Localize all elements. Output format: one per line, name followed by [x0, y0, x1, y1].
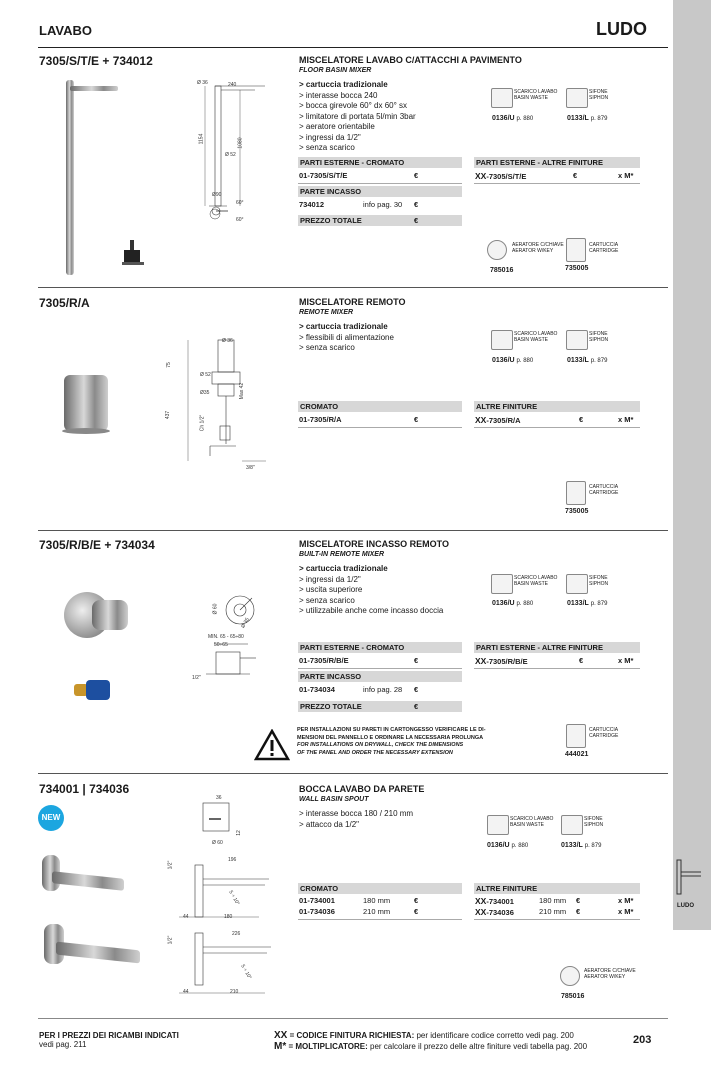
- s3-dim-1: Ø 60: [212, 603, 219, 615]
- s2-acc4-label1: CARTUCCIA: [589, 484, 619, 490]
- section2-code: 7305/R/A: [39, 296, 90, 310]
- s3-acc1-label1: SCARICO LAVABO: [514, 575, 558, 581]
- s2-acc2-page: p. 879: [590, 358, 608, 364]
- s2-other-xx: XX: [475, 415, 487, 425]
- s4-dim-3: Ø 60: [212, 840, 223, 846]
- s4-chrome-row: [299, 907, 461, 917]
- s2-acc1-page: p. 880: [516, 358, 534, 364]
- s1-dim-1: Ø 36: [197, 80, 208, 86]
- section2-subtitle: REMOTE MIXER: [299, 309, 354, 316]
- warning-line: MENSIONI DEL PANNELLO E ORDINARE LA NECESSARIA PROLUNGA: [297, 734, 484, 741]
- s4-dim-8: 180: [224, 914, 233, 920]
- siphon-icon: [566, 574, 588, 594]
- s1-acc3-label2: AERATOR W/KEY: [512, 248, 554, 254]
- footer-spare-parts: [39, 1031, 179, 1049]
- s3-feature: > ingressi da 1/2": [299, 574, 361, 584]
- s2-dim-4: Ø35: [200, 390, 210, 396]
- s1-dim-3: 1154: [198, 133, 205, 145]
- s4-acc1-label: [510, 816, 553, 828]
- s4-dim-9: 226: [232, 931, 241, 937]
- s1-acc4-code: 735005: [565, 265, 589, 272]
- s1-acc2-code-num: 0133/L: [567, 115, 589, 122]
- s1-feature: > limitatore di portata 5l/min 3bar: [299, 111, 416, 121]
- s1-feature: > ingressi da 1/2": [299, 132, 361, 142]
- footer-m-key: M*: [274, 1041, 287, 1052]
- section2-title: MISCELATORE REMOTO: [299, 297, 406, 307]
- s2-acc2-code: [567, 357, 607, 364]
- s1-chrome-row: [299, 170, 461, 182]
- s3-acc4-label1: CARTUCCIA: [589, 727, 619, 733]
- warning-line: FOR INSTALLATIONS ON DRYWALL, CHECK THE DIMENSIONS: [297, 742, 464, 748]
- aerator-key-icon: [560, 966, 580, 986]
- s4-acc1-label1: SCARICO LAVABO: [510, 816, 554, 822]
- header-rule: [38, 47, 668, 48]
- basin-waste-icon: [491, 330, 513, 350]
- s1-acc1-label1: SCARICO LAVABO: [514, 89, 558, 95]
- s4-other-code: -734036: [486, 908, 514, 917]
- section3-features: [299, 564, 443, 617]
- s3-currency: €: [414, 702, 419, 711]
- footer-m-text: per calcolare il prezzo delle altre finiture vedi tabella pag. 200: [367, 1042, 588, 1051]
- s2-feature: > flessibili di alimentazione: [299, 332, 394, 342]
- section4-subtitle: WALL BASIN SPOUT: [299, 796, 369, 803]
- section4-product-image-210: [44, 924, 140, 970]
- s3-divider: [298, 668, 462, 669]
- s3-acc2-label2: SIPHON: [589, 581, 609, 587]
- s1-dim-7: 60°: [236, 200, 244, 206]
- s4-dim-5: 1/2": [167, 860, 174, 870]
- footer-left2: vedi pag. 211: [39, 1040, 87, 1049]
- s4-acc2-label: [584, 816, 603, 828]
- s4-dim-10: 1/2": [167, 935, 174, 945]
- s3-acc2-page: p. 879: [590, 601, 608, 607]
- s3-acc4-label: [589, 727, 618, 739]
- s2-currency: €: [579, 415, 584, 424]
- s3-dim-5: 1/2": [192, 675, 201, 681]
- s1-feature: > cartuccia tradizionale: [299, 80, 388, 89]
- category-title: LAVABO: [39, 23, 92, 38]
- s1-acc2-label1: SIFONE: [589, 89, 608, 95]
- section2-product-image: [62, 375, 110, 437]
- s4-acc2-code-num: 0133/L: [561, 842, 583, 849]
- s4-other-row: [475, 896, 640, 906]
- section-rule: [38, 530, 668, 531]
- s1-divider: [474, 183, 640, 184]
- section1-subtitle: FLOOR BASIN MIXER: [299, 67, 372, 74]
- side-tab-label: LUDO: [677, 903, 694, 909]
- s1-multiplier: x M*: [618, 171, 634, 180]
- drywall-warning: [297, 727, 486, 757]
- section1-product-image: [60, 80, 120, 280]
- s4-chrome-header: CROMATO: [298, 883, 462, 894]
- s3-other-header: PARTI ESTERNE - ALTRE FINITURE: [474, 642, 640, 653]
- siphon-icon: [566, 330, 588, 350]
- s4-other-xx: XX: [475, 896, 487, 906]
- s4-dim-7: 44: [183, 914, 189, 920]
- s1-dim-5: Ø 52: [225, 152, 236, 158]
- s3-feature: > senza scarico: [299, 595, 355, 605]
- footer-rule: [38, 1018, 668, 1019]
- s2-dim-5: Max 42: [239, 382, 246, 400]
- s4-other-size: 180 mm: [539, 896, 567, 905]
- s3-feature: > cartuccia tradizionale: [299, 564, 388, 573]
- s4-dim-2: 12: [235, 830, 242, 836]
- s3-acc2-label: [589, 575, 608, 587]
- s4-dim-13: 210: [230, 989, 239, 995]
- s2-acc2-label2: SIPHON: [589, 337, 609, 343]
- s1-currency: €: [414, 216, 419, 225]
- section1-features: [299, 80, 416, 154]
- s1-dim-6: Ø90: [212, 192, 222, 198]
- s1-acc1-code: [492, 115, 533, 122]
- cartridge-icon: [566, 481, 586, 505]
- s1-acc1-page: p. 880: [516, 116, 534, 122]
- s4-feature: > interasse bocca 180 / 210 mm: [299, 809, 414, 818]
- s3-acc2-label1: SIFONE: [589, 575, 608, 581]
- s4-acc1-page: p. 880: [511, 843, 529, 849]
- section4-title: BOCCA LAVABO DA PARETE: [299, 784, 425, 794]
- basin-waste-icon: [491, 88, 513, 108]
- s2-dim-3: Ø 52: [200, 372, 211, 378]
- section1-title: MISCELATORE LAVABO C/ATTACCHI A PAVIMENTO: [299, 55, 522, 65]
- s1-total-label: PREZZO TOTALE: [300, 216, 362, 225]
- s2-acc2-label1: SIFONE: [589, 331, 608, 337]
- siphon-icon: [561, 815, 583, 835]
- s2-acc2-label: [589, 331, 608, 343]
- warning-line: OF THE PANEL AND ORDER THE NECESSARY EXTENSION: [297, 749, 453, 756]
- s4-dim-4: 196: [228, 857, 237, 863]
- section4-product-image-180: [42, 855, 124, 895]
- s4-chrome-size: 210 mm: [363, 907, 391, 916]
- section-rule: [38, 287, 668, 288]
- section2-features: [299, 322, 394, 354]
- s1-acc2-label: [589, 89, 608, 101]
- s2-multiplier: x M*: [618, 415, 634, 424]
- s1-chrome-code: 01-7305/S/T/E: [299, 171, 348, 180]
- side-tab: [673, 0, 711, 930]
- section3-title: MISCELATORE INCASSO REMOTO: [299, 539, 450, 549]
- s3-total-label: PREZZO TOTALE: [300, 702, 362, 711]
- s4-other-xx: XX: [475, 907, 487, 917]
- s4-other-row: [475, 907, 640, 917]
- s1-currency: €: [414, 171, 419, 180]
- s3-dim-3: MIN. 65 - 65÷80: [208, 634, 244, 640]
- s3-acc4-label2: CARTRIDGE: [589, 733, 619, 739]
- s4-chrome-row: [299, 896, 461, 906]
- s3-acc4-code: 444021: [565, 751, 589, 758]
- section3-product-image: [64, 592, 128, 638]
- s1-other-row: [475, 170, 640, 182]
- s3-other-code: -7305/R/B/E: [486, 657, 528, 666]
- s2-feature: > cartuccia tradizionale: [299, 322, 388, 331]
- s3-incasso-row: [299, 684, 461, 696]
- s2-acc2-code-num: 0133/L: [567, 357, 589, 364]
- s1-feature: > senza scarico: [299, 143, 355, 152]
- s1-dim-2: 240: [228, 82, 237, 88]
- s2-currency: €: [414, 415, 419, 424]
- s4-divider: [298, 919, 462, 920]
- page-number: 203: [633, 1034, 652, 1046]
- s1-currency: €: [414, 200, 419, 209]
- s3-acc1-code-num: 0136/U: [492, 600, 515, 607]
- s1-chrome-header: PARTI ESTERNE - CROMATO: [298, 157, 462, 168]
- section1-code: 7305/S/T/E + 734012: [39, 54, 153, 68]
- s1-acc1-label2: BASIN WASTE: [514, 95, 548, 101]
- s4-acc3-label1: AERATORE C/CHIAVE: [584, 968, 636, 974]
- section2-technical-drawing: [178, 336, 268, 471]
- s1-other-xx: XX: [475, 171, 487, 181]
- s2-dim-1: Ø 36: [222, 338, 233, 344]
- s3-divider: [474, 668, 640, 669]
- s2-chrome-code: 01-7305/R/A: [299, 415, 342, 424]
- s1-dim-4: 1080: [237, 137, 244, 149]
- s4-acc3-label: [584, 968, 636, 980]
- s3-acc1-page: p. 880: [516, 601, 534, 607]
- s4-chrome-size: 180 mm: [363, 896, 391, 905]
- s3-currency: €: [414, 685, 419, 694]
- s1-rotation-icon: [210, 205, 230, 217]
- s1-other-code: -7305/S/T/E: [486, 172, 527, 181]
- s1-total-header: [298, 215, 462, 226]
- new-badge: NEW: [38, 805, 64, 831]
- s2-divider: [474, 427, 640, 428]
- s3-acc1-label2: BASIN WASTE: [514, 581, 548, 587]
- s2-dim-8: 3/8": [246, 465, 255, 471]
- s1-feature: > interasse bocca 240: [299, 90, 378, 100]
- s3-incasso-code: 01-734034: [299, 685, 335, 694]
- s1-acc3-label: [512, 242, 564, 254]
- s4-chrome-code: 01-734001: [299, 896, 335, 905]
- s2-divider: [298, 427, 462, 428]
- s3-currency: €: [414, 656, 419, 665]
- s1-acc2-label2: SIPHON: [589, 95, 609, 101]
- s1-feature: > bocca girevole 60° dx 60° sx: [299, 101, 408, 110]
- section1-incasso-image: [122, 240, 144, 270]
- s2-other-row: [475, 414, 640, 426]
- s2-acc1-label1: SCARICO LAVABO: [514, 331, 558, 337]
- s4-acc1-label2: BASIN WASTE: [510, 822, 544, 828]
- s1-acc4-label2: CARTRIDGE: [589, 248, 619, 254]
- s4-multiplier: x M*: [618, 896, 634, 905]
- s3-other-row: [475, 655, 640, 667]
- section4-code: 734001 | 734036: [39, 782, 130, 796]
- s3-acc2-code: [567, 600, 607, 607]
- siphon-icon: [566, 88, 588, 108]
- footer-xx-key: XX: [274, 1030, 288, 1041]
- s4-acc2-label2: SIPHON: [584, 822, 604, 828]
- s4-feature: > attacco da 1/2": [299, 819, 359, 829]
- warning-icon: [254, 729, 290, 761]
- s2-acc4-label2: CARTRIDGE: [589, 490, 619, 496]
- section3-code: 7305/R/B/E + 734034: [39, 538, 155, 552]
- basin-waste-icon: [487, 815, 509, 835]
- s3-dim-4: 50÷65: [214, 642, 228, 648]
- s3-currency: €: [579, 656, 584, 665]
- s4-currency: €: [414, 896, 419, 905]
- s1-incasso-header: PARTE INCASSO: [298, 186, 462, 197]
- s2-feature: > senza scarico: [299, 343, 355, 352]
- series-title: LUDO: [596, 19, 647, 39]
- s4-other-code: -734001: [486, 897, 514, 906]
- footer-legend: [274, 1030, 587, 1052]
- s4-other-size: 210 mm: [539, 907, 567, 916]
- footer-xx-text: per identificare codice corretto vedi pag. 200: [414, 1031, 574, 1040]
- s1-dim-8: 60°: [236, 217, 244, 223]
- s2-chrome-header: CROMATO: [298, 401, 462, 412]
- s1-incasso-row: [299, 199, 461, 211]
- s2-acc4-code: 735005: [565, 508, 589, 515]
- basin-waste-icon: [491, 574, 513, 594]
- section4-technical-drawing: [165, 793, 275, 1003]
- footer-xx-label: = CODICE FINITURA RICHIESTA:: [287, 1031, 415, 1040]
- s2-acc1-label2: BASIN WASTE: [514, 337, 548, 343]
- s1-incasso-info: info pag. 30: [363, 200, 403, 209]
- s3-feature: > utilizzabile anche come incasso doccia: [299, 606, 444, 615]
- aerator-key-icon: [487, 240, 507, 260]
- s3-incasso-info: info pag. 28: [363, 685, 403, 694]
- s4-currency: €: [414, 907, 419, 916]
- section-rule: [38, 773, 668, 774]
- s4-dim-1: 36: [216, 795, 222, 801]
- s3-other-xx: XX: [475, 656, 487, 666]
- s2-dim-2: 75: [165, 362, 172, 368]
- s2-other-header: ALTRE FINITURE: [474, 401, 640, 412]
- s2-dim-7: Ch 1/2": [199, 414, 206, 432]
- s4-multiplier: x M*: [618, 907, 634, 916]
- s1-currency: €: [573, 171, 578, 180]
- cartridge-icon: [566, 238, 586, 262]
- s1-acc4-label1: CARTUCCIA: [589, 242, 619, 248]
- s1-acc2-page: p. 879: [590, 116, 608, 122]
- section3-subtitle: BUILT-IN REMOTE MIXER: [299, 551, 385, 558]
- s4-chrome-code: 01-734036: [299, 907, 335, 916]
- s3-chrome-header: PARTI ESTERNE - CROMATO: [298, 642, 462, 653]
- s1-divider: [298, 183, 462, 184]
- s3-acc1-code: [492, 600, 533, 607]
- s1-acc1-label: [514, 89, 557, 101]
- s2-other-code: -7305/R/A: [486, 416, 521, 425]
- s3-acc1-label: [514, 575, 557, 587]
- s1-acc3-label1: AERATORE C/CHIAVE: [512, 242, 564, 248]
- s3-acc2-code-num: 0133/L: [567, 600, 589, 607]
- warning-line: PER INSTALLAZIONI SU PARETI IN CARTONGESSO VERIFICARE LE DI-: [297, 727, 486, 733]
- s4-acc2-label1: SIFONE: [584, 816, 603, 822]
- s4-other-header: ALTRE FINITURE: [474, 883, 640, 894]
- section4-features: [299, 809, 413, 830]
- s2-acc4-label: [589, 484, 618, 496]
- s4-acc3-code: 785016: [561, 993, 585, 1000]
- cartridge-icon: [566, 724, 586, 748]
- s4-currency: €: [576, 896, 581, 905]
- s3-chrome-row: [299, 655, 461, 667]
- footer-left1: PER I PREZZI DEI RICAMBI INDICATI: [39, 1031, 179, 1040]
- s1-incasso-code: 734012: [299, 200, 325, 209]
- s3-dim-2: Ø 35: [240, 616, 251, 630]
- s4-acc1-code-num: 0136/U: [487, 842, 510, 849]
- s2-acc1-code: [492, 357, 533, 364]
- s2-acc1-code-num: 0136/U: [492, 357, 515, 364]
- s2-acc1-label: [514, 331, 557, 343]
- s4-currency: €: [576, 907, 581, 916]
- s4-dim-11: 5 ÷ 10°: [239, 963, 253, 981]
- side-tab-icon: [675, 858, 705, 898]
- s3-incasso-header: PARTE INCASSO: [298, 671, 462, 682]
- s4-acc1-code: [487, 842, 528, 849]
- s1-acc4-label: [589, 242, 618, 254]
- s3-total-header: [298, 701, 462, 712]
- s4-dim-6: 5 ÷ 10°: [227, 889, 241, 907]
- s3-chrome-code: 01-7305/R/B/E: [299, 656, 349, 665]
- s1-acc2-code: [567, 115, 607, 122]
- s1-other-header: PARTI ESTERNE - ALTRE FINITURE: [474, 157, 640, 168]
- s4-acc2-code: [561, 842, 601, 849]
- s1-feature: > aeratore orientabile: [299, 122, 375, 131]
- s2-chrome-row: [299, 414, 461, 426]
- s4-dim-12: 44: [183, 989, 189, 995]
- s4-acc3-label2: AERATOR W/KEY: [584, 974, 626, 980]
- s4-divider: [474, 919, 640, 920]
- s2-dim-6: 437: [165, 410, 172, 420]
- section3-incasso-image: [74, 678, 114, 702]
- s3-multiplier: x M*: [618, 656, 634, 665]
- s3-feature: > uscita superiore: [299, 585, 363, 594]
- s1-acc3-code: 785016: [490, 267, 514, 274]
- s1-acc1-code-num: 0136/U: [492, 115, 515, 122]
- footer-m-label: = MOLTIPLICATORE:: [286, 1042, 368, 1051]
- s4-acc2-page: p. 879: [584, 843, 602, 849]
